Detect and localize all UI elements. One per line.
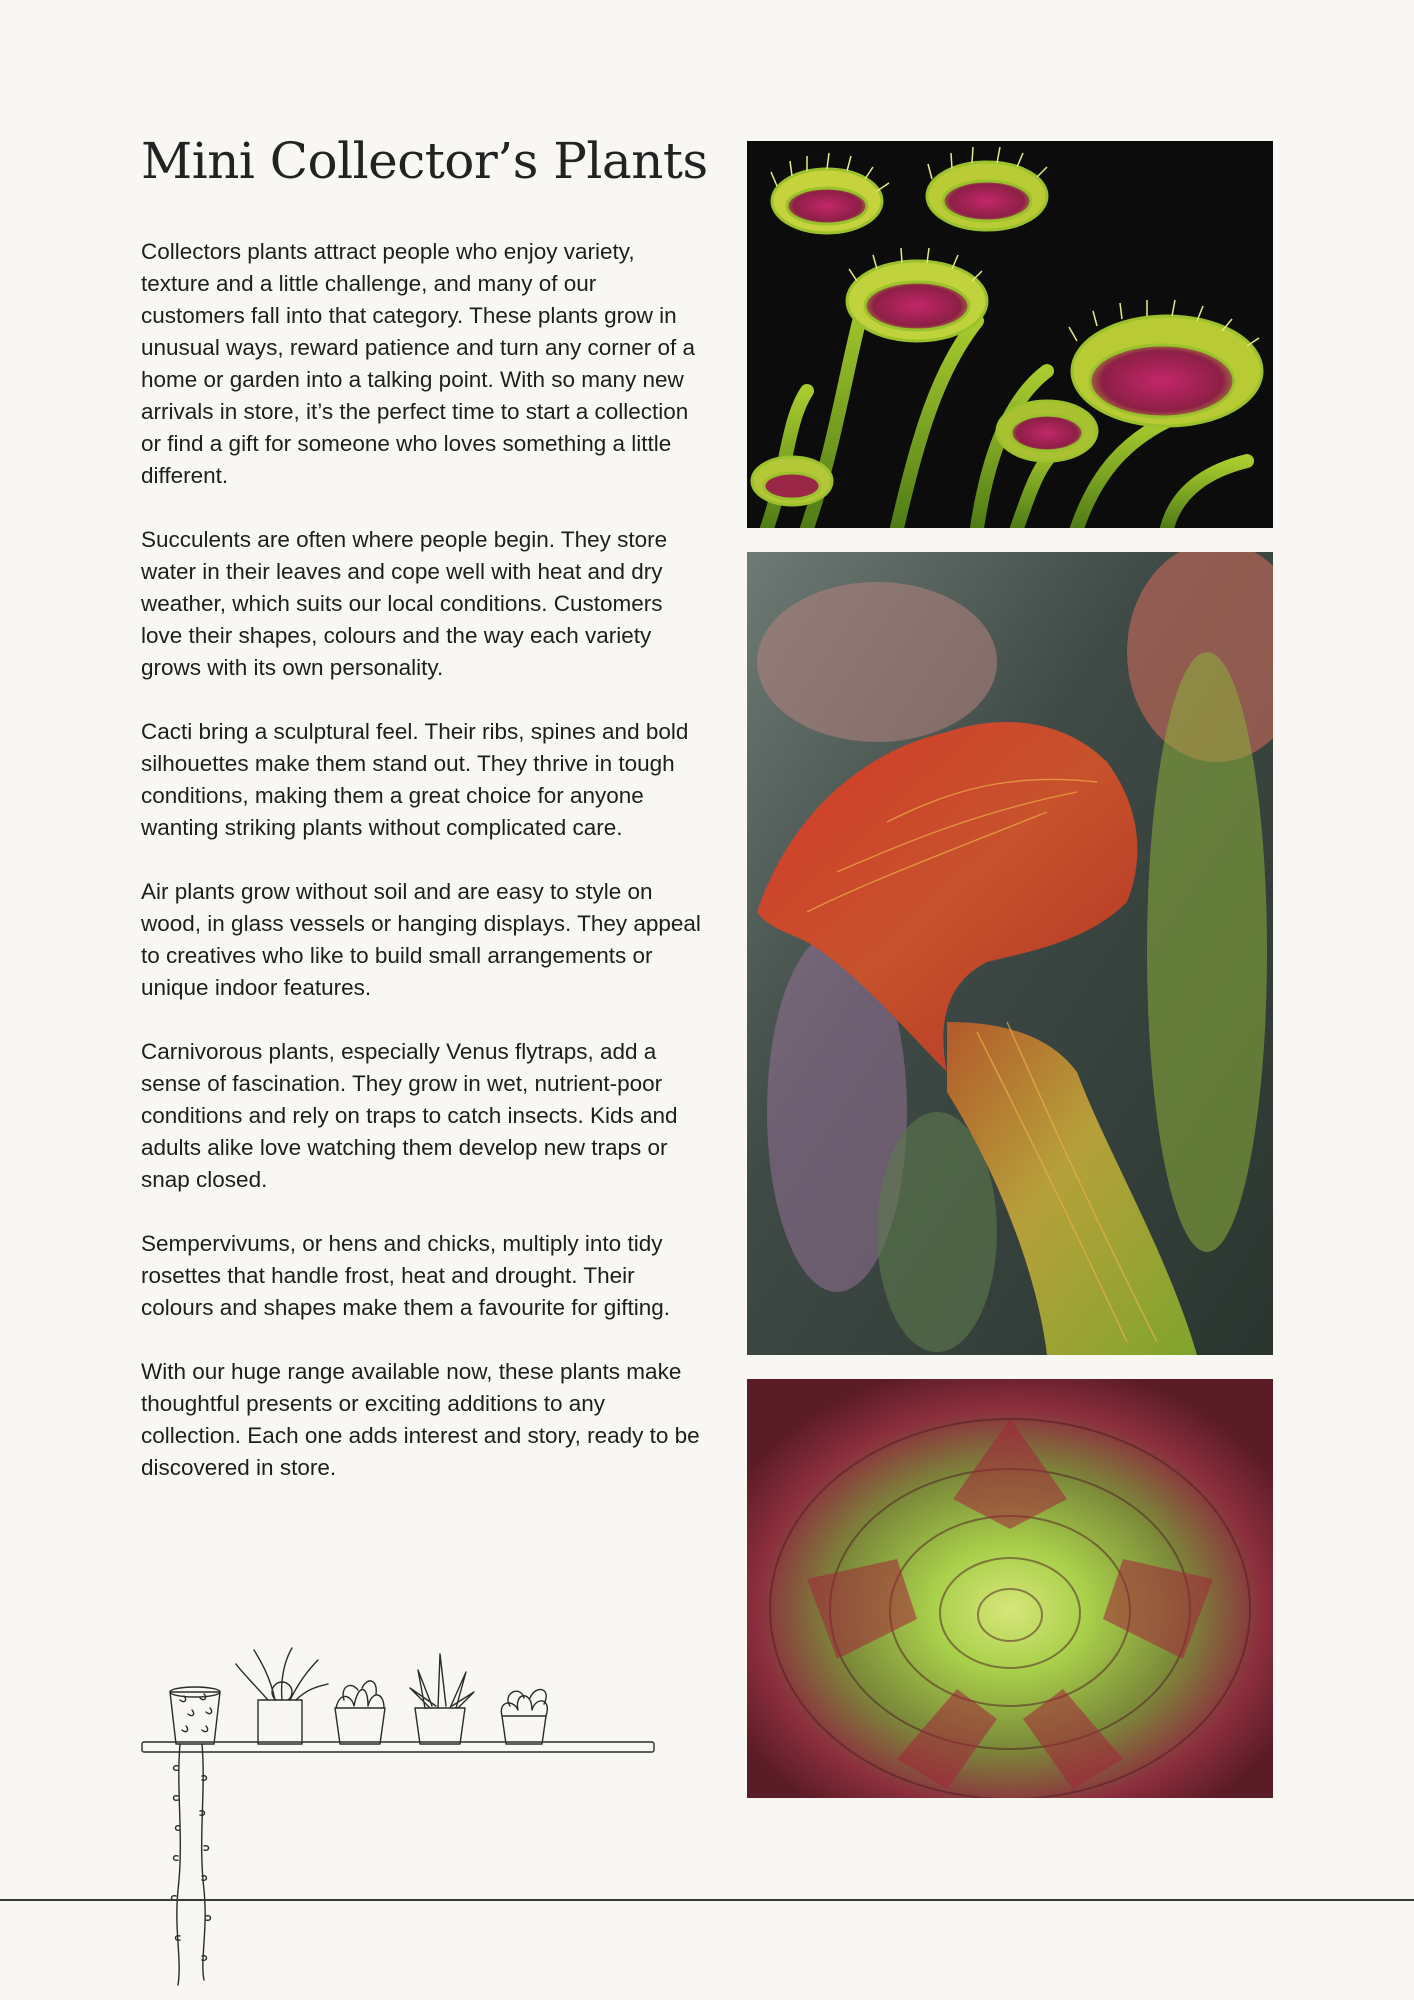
potted-plants-illustration [140,1640,660,1990]
paragraph-cacti: Cacti bring a sculptural feel. Their ribs, spines and bold silhouettes make them stand out. They thrive in tough conditions, making them a great choice for anyone wanting striking plants without complicated care. [141,719,689,840]
page-title: Mini Collector’s Plants [141,132,708,190]
article-body [141,236,701,1516]
paragraph-closing: With our huge range available now, these plants make thoughtful presents or exciting additions to any collection. Each one adds interest and story, ready to be discovered in store. [141,1359,700,1480]
paragraph-intro: Collectors plants attract people who enjoy variety, texture and a little challenge, and many of our customers fall into that category. These plants grow in unusual ways, reward patience and turn any corner of a home or garden into a talking point. With so many new arrivals in store, it’s the perfect time to start a collection or find a gift for someone who loves something a little different. [141,239,696,488]
pitcher-plant-photo [747,552,1273,1355]
paragraph-carnivorous: Carnivorous plants, especially Venus flytraps, add a sense of fascination. They grow in wet, nutrient-poor conditions and rely on traps to catch insects. Kids and adults alike love watching them develop new traps or snap closed. [141,1039,678,1192]
footer-divider [0,1899,1414,1901]
venus-flytrap-photo [747,141,1273,528]
paragraph-sempervivums: Sempervivums, or hens and chicks, multiply into tidy rosettes that handle frost, heat and drought. Their colours and shapes make them a favourite for gifting. [141,1231,671,1320]
succulent-rosette-photo [747,1379,1273,1798]
paragraph-air-plants: Air plants grow without soil and are easy to style on wood, in glass vessels or hanging displays. They appeal to creatives who like to build small arrangements or unique indoor features. [141,879,701,1000]
paragraph-succulents: Succulents are often where people begin. They store water in their leaves and cope well with heat and dry weather, which suits our local conditions. Customers love their shapes, colours and the way each variety grows with its own personality. [141,527,668,680]
